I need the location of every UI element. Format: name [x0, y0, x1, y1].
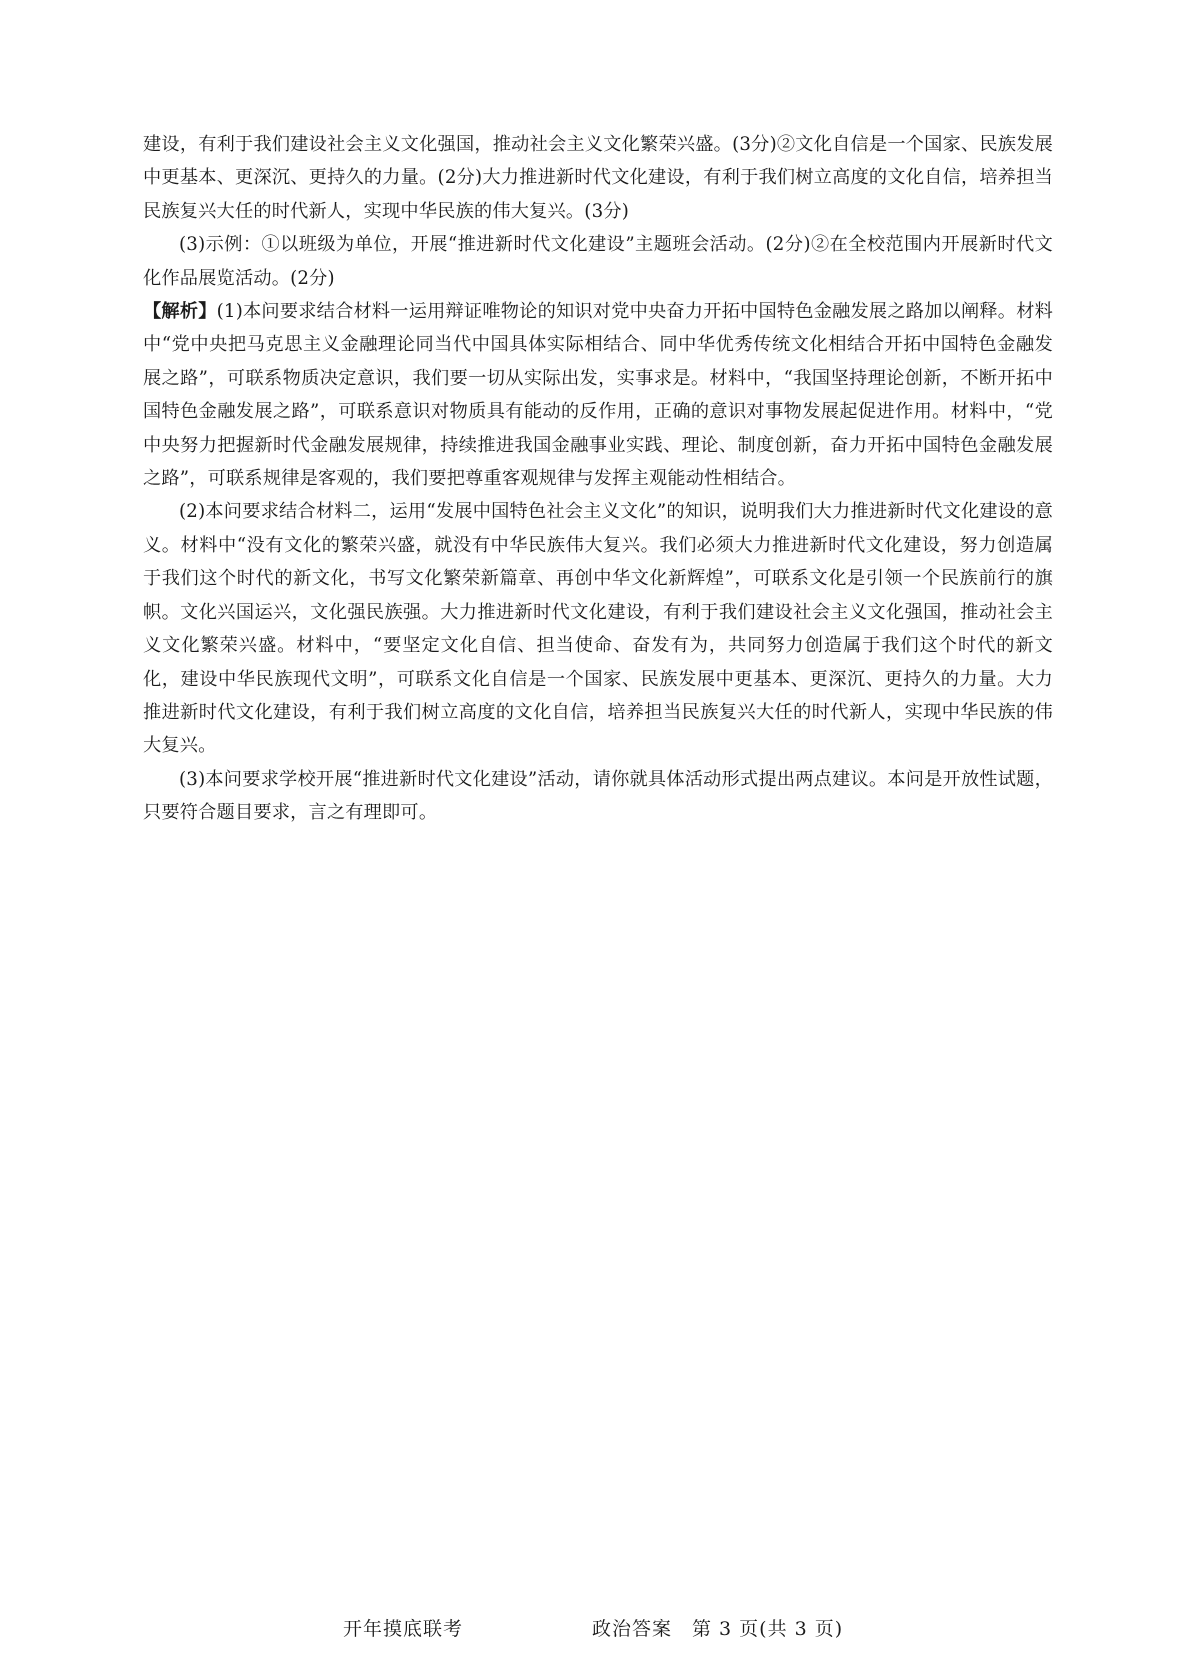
analysis-paragraph: (3)本问要求学校开展“推进新时代文化建设”活动，请你就具体活动形式提出两点建议。本问是开放性试题，只要符合题目要求，言之有理即可。 [143, 768, 1053, 824]
analysis-tag: 【解析】 [143, 301, 217, 323]
answer-paragraph: (3)示例：①以班级为单位，开展“推进新时代文化建设”主题班会活动。(2分)②在全校范围内开展新时代文化作品展览活动。(2分) [143, 234, 1053, 289]
analysis-paragraph: (2)本问要求结合材料二，运用“发展中国特色社会主义文化”的知识，说明我们大力推进新时代文化建设的意义。材料中“没有文化的繁荣兴盛，就没有中华民族伟大复兴。我们必须大力推进新时代文化建设，努力创造属于我们这个时代的新文化，书写文化繁荣新篇章、再创中华文化新辉煌”，可联系文化是引领一个民族前行的旗帜。文化兴国运兴，文化强民族强。大力推进新时代文化建设，有利于我们建设社会主义文化强国，推动社会主义文化繁荣兴盛。材料中，“要坚定文化自信、担当使命、奋发有为，共同努力创造属于我们这个时代的新文化，建设中华民族现代文明”，可联系文化自信是一个国家、民族发展中更基本、更深沉、更持久的力量。大力推进新时代文化建设，有利于我们树立高度的文化自信，培养担当民族复兴大任的时代新人，实现中华民族的伟大复兴。 [143, 501, 1053, 757]
analysis-text: (1)本问要求结合材料一运用辩证唯物论的知识对党中央奋力开拓中国特色金融发展之路加以阐释。材料中“党中央把马克思主义金融理论同当代中国具体实际相结合、同中华优秀传统文化相结合开拓中国特色金融发展之路”，可联系物质决定意识，我们要一切从实际出发，实事求是。材料中，“我国坚持理论创新，不断开拓中国特色金融发展之路”，可联系意识对物质具有能动的反作用，正确的意识对事物发展起促进作用。材料中，“党中央努力把握新时代金融发展规律，持续推进我国金融事业实践、理论、制度创新，奋力开拓中国特色金融发展之路”，可联系规律是客观的，我们要把尊重客观规律与发挥主观能动性相结合。 [143, 301, 1053, 490]
answer-paragraph: 建设，有利于我们建设社会主义文化强国，推动社会主义文化繁荣兴盛。(3分)②文化自信是一个国家、民族发展中更基本、更深沉、更持久的力量。(2分)大力推进新时代文化建设，有利于我们树立高度的文化自信，培养担当民族复兴大任的时代新人，实现中华民族的伟大复兴。(3分) [143, 134, 1053, 222]
page-footer [0, 1614, 1200, 1644]
page-info: 政治答案 第 3 页(共 3 页) [592, 1618, 844, 1640]
analysis-paragraph [143, 295, 1053, 495]
answer-content [143, 128, 1053, 830]
exam-name: 开年摸底联考 [343, 1618, 464, 1640]
